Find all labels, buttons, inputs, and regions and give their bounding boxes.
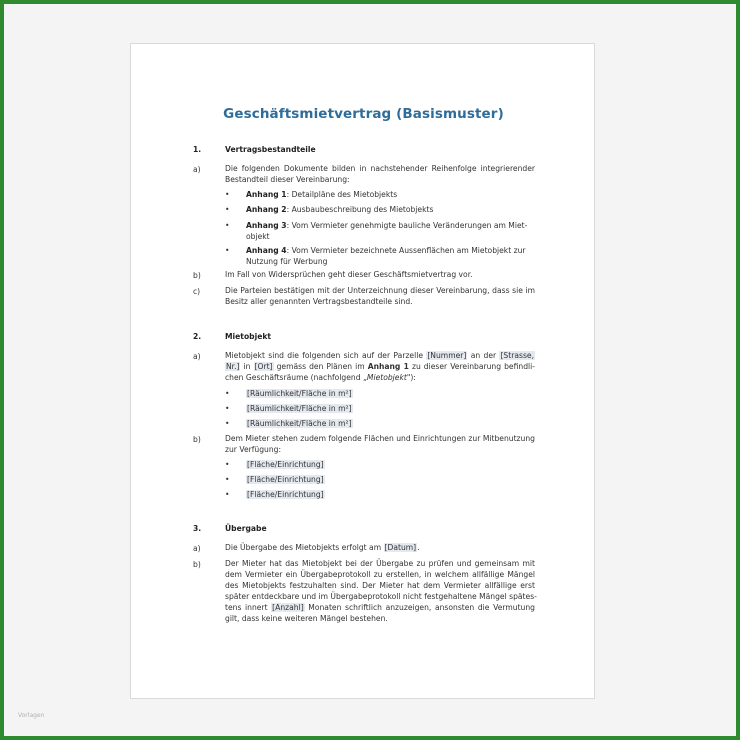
text-line [225,372,535,383]
text-run: Mietobjekt sind die folgenden sich auf der Parzelle [225,351,427,360]
section-3-number: 3. [193,524,202,533]
watermark-text: Vorlagen [18,712,45,719]
section-3-heading: Übergabe [225,524,267,533]
text-line: später entdeckbare und im Übergabeprotokoll nicht festgehaltene Mängel spätes- [225,592,537,602]
document-title: Geschäftsmietvertrag (Basismuster) [223,106,504,122]
text-line: dem Vermieter ein Übergabeprotokoll zu erstellen, in welchem allfällige Mängel [225,570,535,580]
section-1-b-label: b) [193,271,201,280]
text-line: zur Verfügung: [225,445,282,455]
list-item-text: objekt [246,232,270,242]
annex-label: Anhang 2 [246,205,287,214]
placeholder-field[interactable]: [Fläche/Einrichtung] [247,460,324,469]
list-item-text: : Vom Vermieter bezeichnete Aussenflächen am Mietobjekt zur [286,246,526,255]
section-3-a-label: a) [193,544,201,553]
text-line: Der Mieter hat das Mietobjekt bei der Übergabe zu prüfen und gemeinsam mit [225,559,535,568]
section-1-number: 1. [193,145,202,154]
annex-label: Anhang 4 [246,246,287,255]
text-run: chen Geschäftsräume (nachfolgend „ [225,373,367,383]
bullet-icon: • [225,221,230,230]
placeholder-field[interactable]: [Fläche/Einrichtung] [247,490,324,499]
placeholder-field[interactable]: [Räumlichkeit/Fläche in m²] [247,404,352,413]
text-line: Dem Mieter stehen zudem folgende Flächen und Einrichtungen zur Mitbenutzung [225,434,535,443]
text-run: gemäss den Plänen im [273,362,368,372]
placeholder-field[interactable]: [Räumlichkeit/Fläche in m²] [247,389,352,398]
section-2-b-paragraph [225,433,535,455]
text-line [225,602,535,613]
section-2-a-paragraph [225,350,535,383]
placeholder-field[interactable]: [Nummer] [427,351,467,360]
section-2-number: 2. [193,332,202,341]
placeholder-field[interactable]: [Räumlichkeit/Fläche in m²] [247,419,352,428]
placeholder-field[interactable]: [Ort] [254,362,273,372]
bullet-icon: • [225,389,230,398]
annex-label: Anhang 3 [246,221,287,230]
text-run: Die Übergabe des Mietobjekts erfolgt am [225,543,384,552]
text-run: an der [467,351,500,360]
text-line: Die Parteien bestätigen mit der Unterzeichnung dieser Vereinbarung, dass sie im [225,286,535,295]
placeholder-field[interactable]: Nr.] [226,362,240,372]
text-line: Die folgenden Dokumente bilden in nachstehender Reihenfolge integrierender [225,164,535,173]
bullet-icon: • [225,190,230,199]
text-line: Bestandteil dieser Vereinbarung: [225,175,350,185]
list-item-text: : Detailpläne des Mietobjekts [286,190,398,199]
bullet-icon: • [225,404,230,413]
section-2-a-label: a) [193,352,201,361]
section-3-a-paragraph [225,542,535,553]
section-3-b-label: b) [193,560,201,569]
section-1-a-paragraph [225,163,535,185]
bullet-icon: • [225,490,230,499]
placeholder-field[interactable]: [Datum] [384,543,417,552]
list-item-text: Nutzung für Werbung [246,257,328,267]
text-line: Besitz aller genannten Vertragsbestandteile sind. [225,297,413,307]
placeholder-field[interactable]: [Anzahl] [272,603,304,613]
text-line [225,361,535,372]
section-1-c-paragraph [225,285,535,307]
placeholder-field[interactable]: [Fläche/Einrichtung] [247,475,324,484]
section-1-c-label: c) [193,287,201,296]
text-run: in [240,362,254,372]
document-page [130,43,595,699]
defined-term: Mietobjekt [366,373,407,383]
text-line [225,542,535,553]
text-run: Monaten schriftlich anzuzeigen, ansonsten die Vermutung [304,603,535,613]
text-line: gilt, dass keine weiteren Mängel bestehen. [225,614,388,624]
list-item-text: : Vom Vermieter genehmigte bauliche Veränderungen am Miet- [286,221,528,230]
annex-label: Anhang 1 [367,362,409,372]
section-2-heading: Mietobjekt [225,332,272,341]
bullet-icon: • [225,205,230,214]
bullet-icon: • [225,475,230,484]
bullet-icon: • [225,419,230,428]
annex-label: Anhang 1 [246,190,287,199]
section-3-b-paragraph [225,558,535,625]
bullet-icon: • [225,460,230,469]
section-1-heading: Vertragsbestandteile [225,145,316,154]
list-item-text: : Ausbaubeschreibung des Mietobjekts [286,205,434,214]
text-run: "): [406,373,416,383]
placeholder-field[interactable]: [Strasse, [500,351,534,360]
text-line [225,350,535,361]
text-run: . [417,543,420,552]
text-line: des Mietobjekts festzuhalten sind. Der Mieter hat dem Vermieter allfällige erst [225,581,535,591]
text-run: tens innert [225,603,272,613]
bullet-icon: • [225,246,230,255]
section-2-b-label: b) [193,435,201,444]
text-run: zu dieser Vereinbarung befindli- [408,362,535,372]
section-1-b-paragraph [225,269,535,280]
section-1-a-label: a) [193,165,201,174]
text-line: Im Fall von Widersprüchen geht dieser Geschäftsmietvertrag vor. [225,270,473,279]
